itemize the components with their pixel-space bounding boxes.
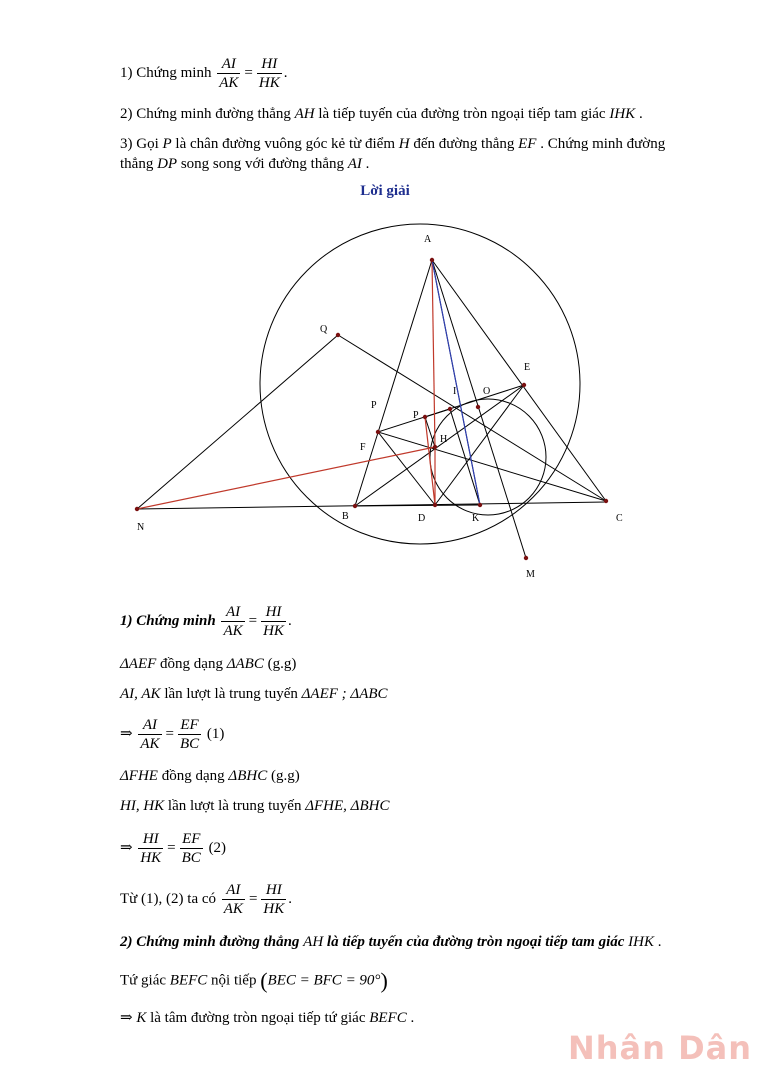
blue-line [432, 260, 480, 505]
solution-line-2: AI, AK lần lượt là trung tuyến ΔAEF ; ΔABC [120, 686, 388, 702]
solution-line-10: ⇒ K là tâm đường tròn ngoại tiếp tứ giác BEFC . [120, 1010, 415, 1026]
solution-line-7: Từ (1), (2) ta có $\frac{AI}{AK}$ = $\frac{HI}{HK}$ . [120, 882, 292, 917]
solution-heading-1: 1) Chứng minh $\frac{AI}{AK}$ = $\frac{HI}{HK}$ . [120, 604, 292, 639]
label-i: I [453, 386, 457, 397]
solution-line-3: ⇒ $\frac{AI}{AK}$ = $\frac{EF}{BC}$ (1) [120, 717, 225, 752]
label-o: O [483, 386, 491, 397]
solution-line-1: ΔAEF đồng dạng ΔABC (g.g) [120, 656, 297, 672]
solution-line-4: ΔFHE đồng dạng ΔBHC (g.g) [120, 768, 300, 784]
label-q: Q [320, 324, 328, 335]
label-k: K [472, 513, 480, 524]
label-a: A [424, 234, 432, 245]
problem-part-3: 3) Gọi P là chân đường vuông góc kẻ từ điểm H đến đường thẳng EF . Chứng minh đường [120, 136, 666, 152]
label-m: M [526, 569, 535, 580]
problem-part-2: 2) Chứng minh đường thẳng AH là tiếp tuyến của đường tròn ngoại tiếp tam giác IHK . [120, 106, 643, 122]
problem-part-3-cont: thẳng DP song song với đường thẳng AI . [120, 156, 370, 172]
circumcircle [260, 224, 580, 544]
label-d: D [418, 513, 426, 524]
small-circle [430, 399, 546, 515]
label-c: C [616, 513, 623, 524]
problem-part-1: 1) Chứng minh $\frac{AI}{AK}$ = $\frac{HI}{HK}$ . [120, 56, 288, 91]
geometry-figure [120, 222, 640, 592]
label-e: E [524, 362, 531, 373]
label-f: F [360, 442, 366, 453]
fraction-hi-hk: $\frac{HI}{HK}$ [258, 56, 280, 91]
label-b: B [342, 511, 349, 522]
label-h: H [440, 434, 448, 445]
solution-title: Lời giải [360, 183, 410, 199]
fraction-ai-ak: $\frac{AI}{AK}$ [219, 56, 239, 91]
solution-heading-2: 2) Chứng minh đường thẳng AH là tiếp tuyến của đường tròn ngoại tiếp tam giác IHK . [120, 934, 662, 950]
problem-text: 1) Chứng minh [120, 64, 212, 81]
label-n: N [137, 522, 145, 533]
label-p-left: P [371, 400, 377, 411]
solution-line-9: Tứ giác BEFC nội tiếp (BEC = BFC = 90°) [120, 968, 388, 993]
watermark-logo: Nhân Dân [567, 1029, 752, 1067]
label-p: P [413, 410, 419, 421]
solution-line-5: HI, HK lần lượt là trung tuyến ΔFHE, ΔBHC [120, 798, 390, 814]
solution-line-6: ⇒ $\frac{HI}{HK}$ = $\frac{EF}{BC}$ (2) [120, 831, 227, 866]
